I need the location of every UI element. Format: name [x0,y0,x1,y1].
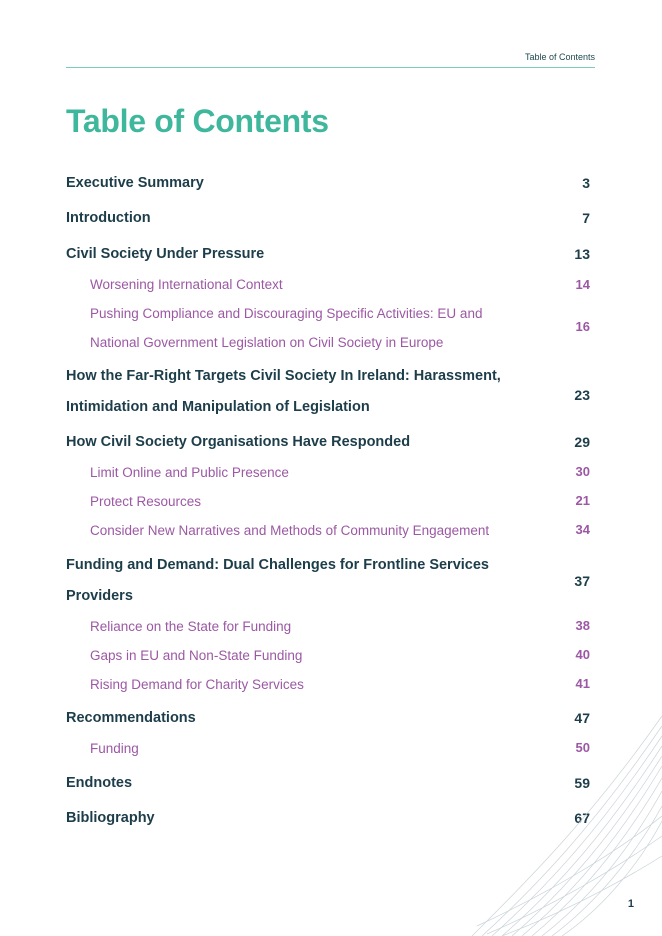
toc-entry[interactable] [66,240,596,269]
toc-entry-page: 3 [582,175,590,191]
toc-entry-label: Endnotes [66,775,133,791]
toc-entry-label: Funding [90,741,139,756]
toc-entry-page: 16 [575,319,590,334]
toc-entry-page: 37 [574,573,590,589]
toc-entry-label: Gaps in EU and Non-State Funding [90,648,303,663]
toc-entry[interactable] [66,516,596,545]
toc-entry[interactable] [66,670,596,699]
toc-entry-page: 59 [574,775,590,791]
toc-entry-label-line: Pushing Compliance and Discouraging Specific Activities: EU and [90,306,483,321]
toc-entry-page: 13 [574,246,590,262]
toc-entry-label: Recommendations [66,710,196,726]
toc-entry-page: 47 [574,710,590,726]
toc-entry-label: Executive Summary [66,175,204,191]
toc-entry-label-line: Providers [66,588,133,604]
toc-entry[interactable] [66,362,596,422]
toc-entry[interactable] [66,299,596,357]
toc-entry-label: How Civil Society Organisations Have Responded [66,434,411,450]
toc-entry-label: Introduction [66,210,151,226]
toc-entry-page: 38 [575,618,590,633]
toc-entry-page: 50 [575,740,590,755]
toc-entry[interactable] [66,458,596,487]
toc-entry-label: Consider New Narratives and Methods of Community Engagement [90,523,490,538]
toc-entry-label-line: National Government Legislation on Civil Society in Europe [90,335,444,350]
toc-entry[interactable] [66,169,596,198]
toc-entry-label: Limit Online and Public Presence [90,465,289,480]
toc-entry[interactable] [66,204,596,233]
toc-entry[interactable] [66,612,596,641]
toc-entry-label: Worsening International Context [90,277,283,292]
toc-entry-page: 34 [575,522,590,537]
header-rule [66,67,595,68]
toc-entry-page: 30 [575,464,590,479]
page-title: Table of Contents [66,103,329,139]
running-header: Table of Contents [524,52,595,62]
toc-entry-page: 23 [574,387,590,403]
toc-entry[interactable] [66,270,596,299]
toc-entry[interactable] [66,428,596,457]
toc-entry-page: 29 [574,434,590,450]
toc-entry-label-line: How the Far-Right Targets Civil Society In Ireland: Harassment, [66,368,501,384]
toc-entry-page: 14 [575,277,590,292]
toc-entry-label: Reliance on the State for Funding [90,619,292,634]
toc-entry[interactable] [66,551,596,611]
page-number: 1 [627,898,634,910]
toc-entry-page: 40 [575,647,590,662]
toc-entry-page: 7 [582,210,590,226]
toc-entry-label: Rising Demand for Charity Services [90,677,304,692]
toc-entry-label-line: Funding and Demand: Dual Challenges for Frontline Services [66,557,489,573]
toc-entry-page: 67 [574,810,590,826]
toc-entry-label-line: Intimidation and Manipulation of Legislation [66,399,370,415]
toc-entry-label: Bibliography [66,810,155,826]
toc-entry-page: 41 [575,676,590,691]
toc-entry-label: Civil Society Under Pressure [66,246,265,262]
toc-entry-page: 21 [575,493,590,508]
toc-entry[interactable] [66,641,596,670]
toc-entry[interactable] [66,487,596,516]
toc-entry-label: Protect Resources [90,494,202,509]
